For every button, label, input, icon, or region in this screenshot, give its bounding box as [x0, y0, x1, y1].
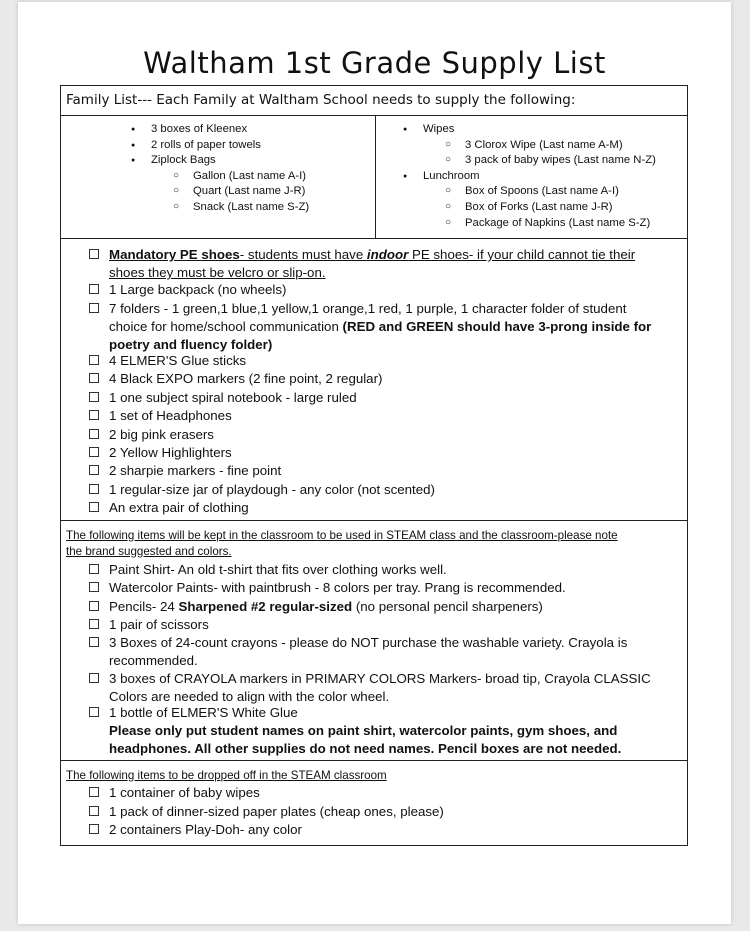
item-text: 2 big pink erasers [109, 427, 214, 442]
item-text: Watercolor Paints- with paintbrush - 8 colors per tray. Prang is recommended. [109, 580, 566, 595]
checklist-item [109, 444, 679, 462]
item-text: 1 bottle of ELMER'S White Glue [109, 705, 298, 720]
classroom-supplies-section [60, 520, 688, 761]
item-emphasis: indoor [366, 247, 409, 262]
item-text: 2 Yellow Highlighters [109, 445, 232, 460]
item-label-bold: Mandatory PE shoes [109, 247, 240, 262]
list-subitem: ○ Snack (Last name S-Z) [193, 200, 309, 215]
checklist-item [109, 426, 679, 444]
item-text: PE shoes- if your child cannot tie their [408, 247, 636, 262]
item-text: Colors are needed to align with the color wheel. [109, 689, 390, 704]
item-text-bold: (RED and GREEN should have 3-prong inside for [342, 319, 652, 334]
checklist-item [109, 704, 679, 758]
checkbox[interactable] [89, 564, 99, 574]
checkbox[interactable] [89, 355, 99, 365]
intro-text: The following items will be kept in the classroom to be used in STEAM class and the classroom-please note [66, 529, 618, 542]
checklist-item [109, 370, 679, 388]
list-subitem: ○ Package of Napkins (Last name S-Z) [465, 216, 650, 231]
checklist-item [109, 803, 679, 821]
checkbox[interactable] [89, 447, 99, 457]
checkbox[interactable] [89, 707, 99, 717]
item-text: 1 one subject spiral notebook - large ruled [109, 390, 357, 405]
item-text: 1 set of Headphones [109, 408, 232, 423]
checklist-item [109, 281, 679, 299]
checklist-item [109, 579, 679, 597]
checkbox[interactable] [89, 373, 99, 383]
family-list-left-column [61, 115, 376, 238]
item-text-bold: poetry and fluency folder) [109, 337, 273, 352]
checklist-item [109, 462, 679, 480]
section-intro [66, 528, 681, 560]
checklist-item [109, 561, 679, 579]
checklist-item-pencils [109, 598, 679, 616]
names-note: headphones. All other supplies do not need names. Pencil boxes are not needed. [109, 741, 622, 756]
item-text: - students must have [239, 247, 367, 262]
checklist-item [109, 389, 679, 407]
checklist-item [109, 784, 679, 802]
list-item: ● Wipes [423, 122, 454, 137]
item-text: Paint Shirt- An old t-shirt that fits over clothing works well. [109, 562, 447, 577]
list-subitem: ○ Quart (Last name J-R) [193, 184, 305, 199]
checkbox[interactable] [89, 619, 99, 629]
checkbox[interactable] [89, 284, 99, 294]
checkbox[interactable] [89, 601, 99, 611]
list-item: ● 2 rolls of paper towels [151, 138, 261, 153]
checklist-item-folders [109, 300, 679, 354]
checklist-item [109, 670, 679, 706]
checklist-item [109, 481, 679, 499]
checkbox[interactable] [89, 806, 99, 816]
list-item: ● Ziplock Bags [151, 153, 216, 168]
checkbox[interactable] [89, 392, 99, 402]
item-text: 3 boxes of CRAYOLA markers in PRIMARY COLORS Markers- broad tip, Crayola CLASSIC [109, 671, 651, 686]
list-subitem: ○ Box of Spoons (Last name A-I) [465, 184, 619, 199]
item-text: 1 regular-size jar of playdough - any color (not scented) [109, 482, 435, 497]
family-list-table [60, 115, 688, 239]
item-text: shoes they must be velcro or slip-on. [109, 265, 326, 280]
checklist-item [109, 407, 679, 425]
checkbox[interactable] [89, 824, 99, 834]
steam-dropoff-section [60, 760, 688, 846]
list-subitem: ○ Box of Forks (Last name J-R) [465, 200, 613, 215]
list-item: ● 3 boxes of Kleenex [151, 122, 247, 137]
checkbox[interactable] [89, 637, 99, 647]
student-supplies-section [60, 238, 688, 521]
item-text-bold: Sharpened #2 regular-sized [178, 599, 353, 614]
item-text: recommended. [109, 653, 198, 668]
checkbox[interactable] [89, 582, 99, 592]
list-item: ● Lunchroom [423, 169, 480, 184]
item-text: 4 Black EXPO markers (2 fine point, 2 regular) [109, 371, 383, 386]
item-text: An extra pair of clothing [109, 500, 249, 515]
document-page [18, 2, 731, 924]
names-note: Please only put student names on paint shirt, watercolor paints, gym shoes, and [109, 723, 618, 738]
checklist-item [109, 499, 679, 517]
checkbox[interactable] [89, 303, 99, 313]
checkbox[interactable] [89, 787, 99, 797]
item-text: 2 sharpie markers - fine point [109, 463, 282, 478]
list-subitem: ○ Gallon (Last name A-I) [193, 169, 306, 184]
list-subitem: ○ 3 Clorox Wipe (Last name A-M) [465, 138, 623, 153]
checkbox[interactable] [89, 465, 99, 475]
checkbox[interactable] [89, 249, 99, 259]
checkbox[interactable] [89, 484, 99, 494]
family-list-header: Family List--- Each Family at Waltham School needs to supply the following: [60, 85, 688, 116]
list-subitem: ○ 3 pack of baby wipes (Last name N-Z) [465, 153, 656, 168]
item-text: 1 Large backpack (no wheels) [109, 282, 287, 297]
checkbox[interactable] [89, 410, 99, 420]
item-text: 3 Boxes of 24-count crayons - please do NOT purchase the washable variety. Crayola is [109, 635, 628, 650]
item-text: 1 pair of scissors [109, 617, 209, 632]
item-text: 1 pack of dinner-sized paper plates (cheap ones, please) [109, 804, 444, 819]
item-text: 7 folders - 1 green,1 blue,1 yellow,1 orange,1 red, 1 purple, 1 character folder of student [109, 301, 627, 316]
item-text: 4 ELMER'S Glue sticks [109, 353, 247, 368]
checkbox[interactable] [89, 502, 99, 512]
checklist-item [109, 821, 679, 839]
family-list-right-column [376, 115, 687, 238]
section-intro: The following items to be dropped off in the STEAM classroom [66, 769, 387, 782]
checklist-item [109, 634, 679, 670]
checklist-item [109, 616, 679, 634]
item-text: Pencils- 24 [109, 599, 179, 614]
checklist-item [109, 352, 679, 370]
item-text: 2 containers Play-Doh- any color [109, 822, 302, 837]
checkbox[interactable] [89, 673, 99, 683]
checklist-item-pe-shoes [109, 246, 679, 282]
item-text: 1 container of baby wipes [109, 785, 260, 800]
item-text: choice for home/school communication [109, 319, 343, 334]
checkbox[interactable] [89, 429, 99, 439]
intro-text: the brand suggested and colors. [66, 545, 232, 558]
item-text: (no personal pencil sharpeners) [352, 599, 543, 614]
page-title: Waltham 1st Grade Supply List [143, 46, 606, 80]
